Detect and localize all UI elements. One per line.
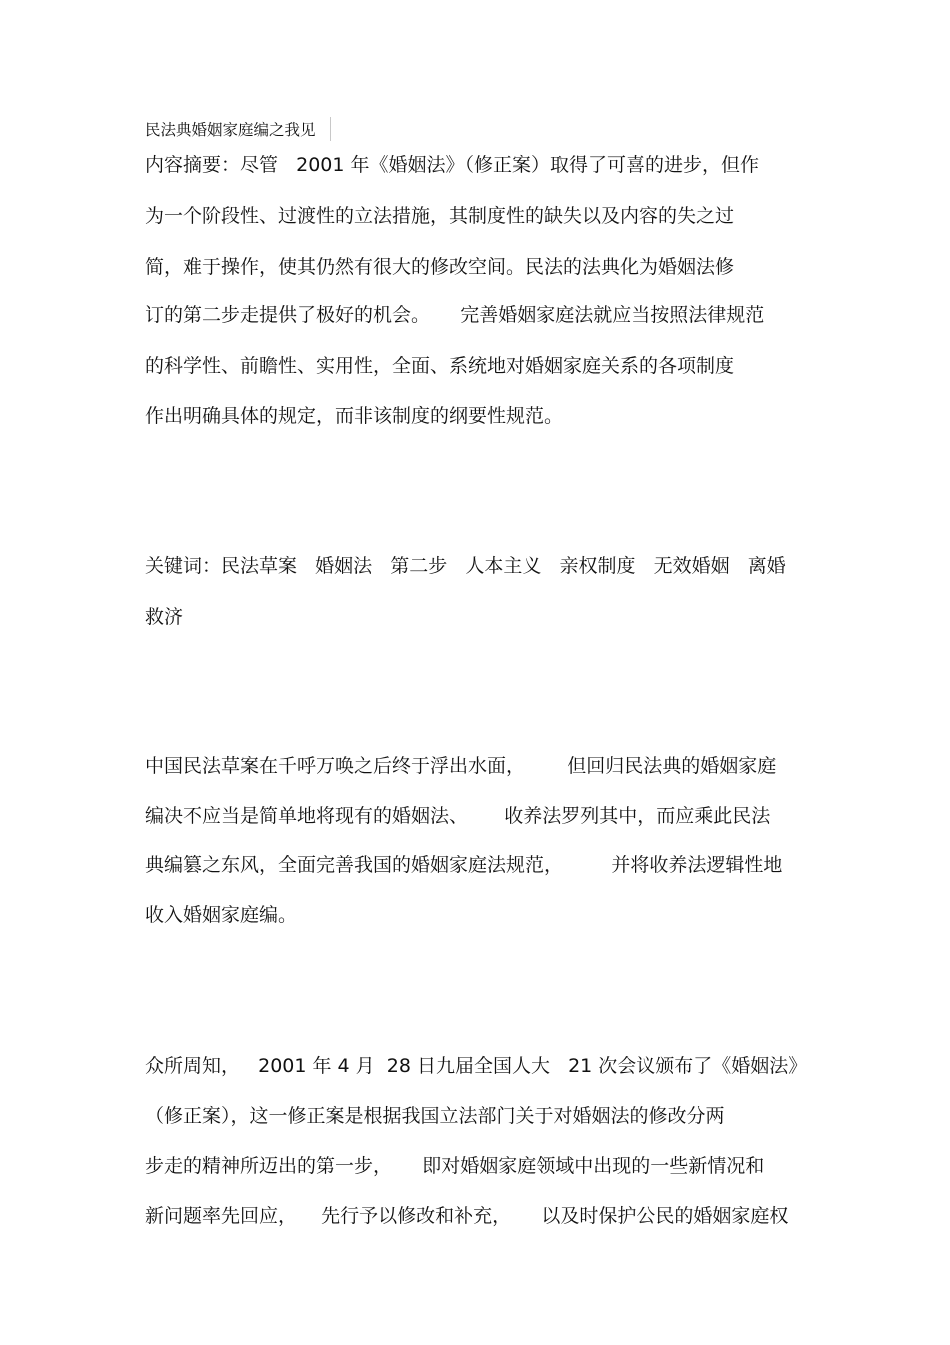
keywords-line: 关键词：民法草案 婚姻法 第二步 人本主义 亲权制度 无效婚姻 离婚	[145, 555, 786, 577]
title-divider	[330, 117, 331, 141]
abstract-line: 为一个阶段性、过渡性的立法措施，其制度性的缺失以及内容的失之过	[145, 205, 735, 227]
abstract-line: 的科学性、前瞻性、实用性，全面、系统地对婚姻家庭关系的各项制度	[145, 355, 735, 377]
paragraph-line: 典编篡之东风，全面完善我国的婚姻家庭法规范， 并将收养法逻辑性地	[145, 854, 783, 876]
paragraph-line: 众所周知， 2001 年 4 月 28 日九届全国人大 21 次会议颁布了《婚姻法》	[145, 1055, 808, 1077]
paragraph-line: 收入婚姻家庭编。	[145, 904, 298, 926]
paragraph-line: 新问题率先回应， 先行予以修改和补充， 以及时保护公民的婚姻家庭权	[145, 1205, 789, 1227]
abstract-line: 简，难于操作，使其仍然有很大的修改空间。民法的法典化为婚姻法修	[145, 256, 735, 278]
document-title-area	[145, 117, 331, 141]
abstract-line: 作出明确具体的规定，而非该制度的纲要性规范。	[145, 405, 564, 427]
paragraph-line: 中国民法草案在千呼万唤之后终于浮出水面， 但回归民法典的婚姻家庭	[145, 755, 777, 777]
paragraph-line: 编决不应当是简单地将现有的婚姻法、 收养法罗列其中，而应乘此民法	[145, 805, 771, 827]
document-title: 民法典婚姻家庭编之我见	[145, 121, 316, 139]
paragraph-line: 步走的精神所迈出的第一步， 即对婚姻家庭领域中出现的一些新情况和	[145, 1155, 765, 1177]
abstract-line: 内容摘要：尽管 2001 年《婚姻法》（修正案）取得了可喜的进步，但作	[145, 154, 760, 176]
keywords-line: 救济	[145, 606, 184, 628]
paragraph-line: （修正案），这一修正案是根据我国立法部门关于对婚姻法的修改分两	[145, 1105, 725, 1127]
abstract-line: 订的第二步走提供了极好的机会。 完善婚姻家庭法就应当按照法律规范	[145, 304, 765, 326]
